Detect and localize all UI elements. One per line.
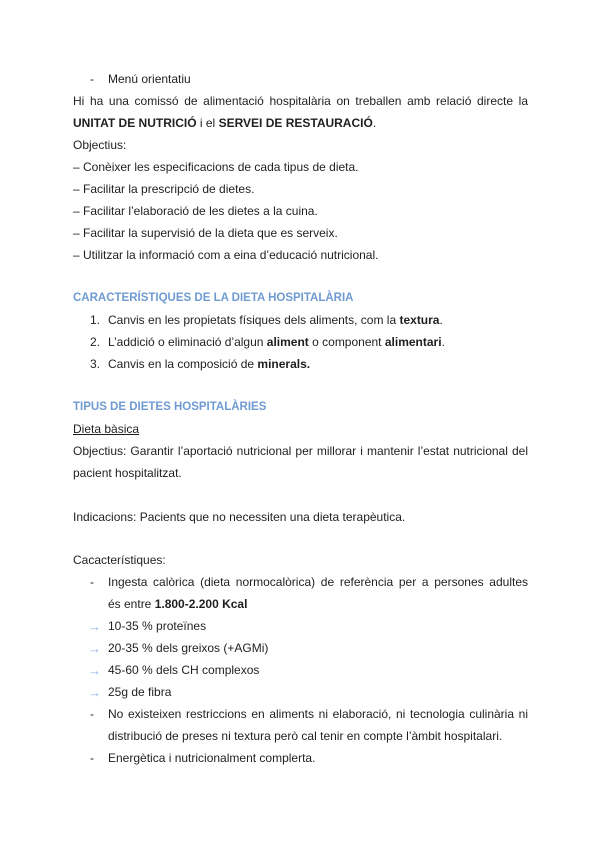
bold-text: UNITAT DE NUTRICIÓ [73,116,197,130]
text: o component [308,335,385,349]
arrow-icon: → [88,641,101,656]
paragraph-line: Indicacions: Pacients que no necessiten una dieta terapèutica. [73,510,406,524]
text: . [441,335,445,349]
list-item [108,313,528,328]
objective-item: – Facilitar la supervisió de la dieta que es serveix. [73,226,338,240]
bold-text: 1.800-2.200 Kcal [154,597,248,611]
text: . [372,116,377,130]
objective-item: – Utilitzar la informació com a eina d’educació nutricional. [73,248,379,262]
paragraph-line: pacient hospitalitzat. [73,466,182,480]
section-heading: TIPUS DE DIETES HOSPITALÀRIES [73,401,267,413]
arrow-item: 10-35 % proteïnes [108,619,207,633]
objective-item: – Facilitar la prescripció de dietes. [73,182,255,196]
bullet-dash: - [90,72,94,86]
feature-line: distribució de preses ni textura però cal tenir en compte l’àmbit hospitalari. [108,729,503,743]
list-number: 1. [90,313,101,327]
section-heading: CARACTERÍSTIQUES DE LA DIETA HOSPITALÀRIA [73,292,354,304]
paragraph-line: Objectius: Garantir l’aportació nutricional per millorar i mantenir l’estat nutricional del [73,444,528,458]
subheading: Dieta bàsica [73,422,140,436]
text: és entre [108,597,155,611]
arrow-icon: → [88,663,101,678]
paragraph-line [73,116,528,131]
text: L’addició o eliminació d’algun [108,335,267,349]
list-number: 3. [90,357,101,371]
feature-line: No existeixen restriccions en aliments ni elaboració, ni tecnologia culinària ni [108,707,528,721]
bold-text: aliment [266,335,309,349]
list-number: 2. [90,335,101,349]
menu-item: Menú orientatiu [108,72,191,86]
list-item [108,357,528,372]
text: . [439,313,443,327]
bold-text: SERVEI DE RESTAURACIÓ [218,116,373,130]
text: Canvis en les propietats físiques dels aliments, com la [108,313,400,327]
bold-text: textura [399,313,440,327]
feature-line: Energètica i nutricionalment complerta. [108,751,316,765]
features-label: Cacacterístiques: [73,553,166,567]
feature-line [108,597,528,612]
feature-line: Ingesta calòrica (dieta normocalòrica) de referència per a persones adultes [108,575,528,589]
bullet-dash: - [90,751,94,765]
objectives-label: Objectius: [73,138,127,152]
text: Canvis en la composició de [108,357,258,371]
bold-text: alimentari [384,335,442,349]
bullet-dash: - [90,575,94,589]
objective-item: – Conèixer les especificacions de cada tipus de dieta. [73,160,359,174]
bullet-dash: - [90,707,94,721]
arrow-icon: → [88,619,101,634]
arrow-icon: → [88,685,101,700]
arrow-item: 25g de fibra [108,685,172,699]
text: i el [196,116,219,130]
paragraph-line: Hi ha una comissó de alimentació hospitalària on treballen amb relació directe la [73,94,528,108]
arrow-item: 45-60 % dels CH complexos [108,663,260,677]
arrow-item: 20-35 % dels greixos (+AGMi) [108,641,269,655]
objective-item: – Facilitar l’elaboració de les dietes a la cuina. [73,204,318,218]
bold-text: minerals. [257,357,311,371]
list-item [108,335,528,350]
